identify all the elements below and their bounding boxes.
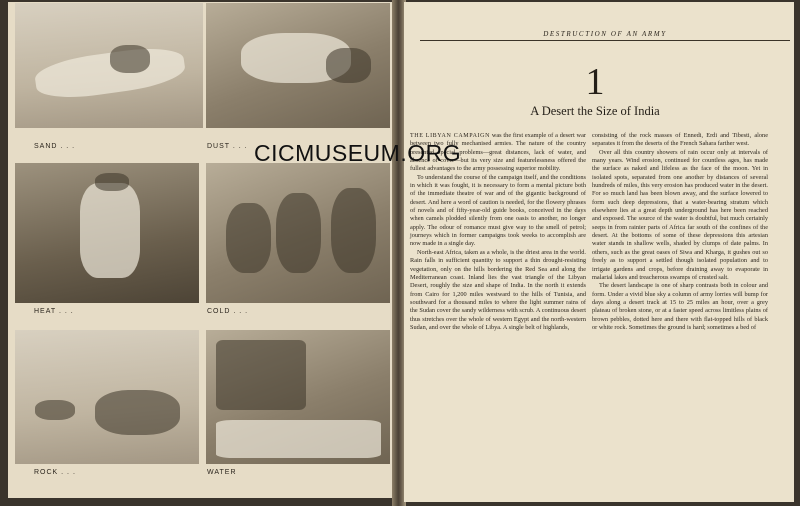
paragraph-text: was the first example of a desert war between two fully mechanised armies. The nature of the country presented special problems—great distances, lack of water, and absence of cover—but its very size and featurelessness offered the fullest advantages to the army possessing superior mobility. [410, 132, 586, 173]
paragraph: North-east Africa, taken as a whole, is the driest area in the world. Rain falls in sufficient quantity to support a thin drought-resisting vegetation, only on the hills bordering the Red Sea and along the Mediterranean coast. Inland lies the vast triangle of the Libyan Desert, roughly the size and shape of India. In the north it extends from Cairo for 1,200 miles westward to the hills of Tunisia, and southward for a thousand miles to where the light summer rains of the Sudan cover the sandy wilderness with scrub. A continuous desert thus stretches over the whole of western Egypt and the north-western Sudan, and over the whole of Libya. A single belt of highlands, [410, 248, 586, 331]
photo-heat [15, 163, 199, 303]
text-column-2 [592, 132, 768, 332]
photo-water [206, 330, 390, 464]
paragraph: Over all this country showers of rain occur only at intervals of many years. Wind erosion, continued for countless ages, has made the surface as naked and lifeless as the face of the moon. Yet in isolated spots, separated from one another by distances of several hundreds of miles, this very erosion has produced water in the desert. For so much land has been blown away, and the surface lowered to form such deep depressions, that a water-bearing stratum which elsewhere lies at a great depth underground has here been reached and exposed. The source of the water is doubtful, but much certainly seeps in from rainier parts of Africa far south of the confines of the desert. At the bottoms of some of these depressions this artesian water stands in shallow wells, shaded by clumps of date palms. In others, such as the great oases of Siwa and Kharga, it gushes out so freely as to support a settled though isolated population and to irrigate gardens and crops, before draining away to evaporate in malarial lakes and treacherous swamps of crusted salt. [592, 148, 768, 281]
photo-cold [206, 163, 390, 303]
running-head: DESTRUCTION OF AN ARMY [543, 30, 667, 38]
caption-rock: ROCK . . . [34, 469, 76, 476]
photo-rock [15, 330, 199, 464]
header-rule [420, 40, 790, 41]
caption-dust: DUST . . . [207, 143, 248, 150]
chapter-title: A Desert the Size of India [530, 104, 660, 118]
chapter-number: 1 [585, 61, 605, 103]
paragraph: The desert landscape is one of sharp contrasts both in colour and form. Under a vivid blue sky a column of army lorries will bump for days along a desert track at 15 to 25 miles an hour, over a grey plateau of broken stone, or at a faster speed across limitless plains of brown pebbles, dotted here and there with flat-topped hills of black or white rock. Sometimes the ground is hard; sometimes a bed of [592, 282, 768, 331]
paragraph: To understand the course of the campaign itself, and the conditions in which it was fought, it is necessary to form a mental picture both of the immediate theatre of war and of the gigantic background of desert. And here a word of caution is needed, for the flowery phrases of novels and of fifty-year-old guide books, conceived in the days when camels plodded silently from one oasis to another, no longer apply. The odour of romance must give way to the smell of petrol; journeys which in former campaigns took weeks to accomplish are now made in a single day. [410, 173, 586, 248]
caption-heat: HEAT . . . [34, 308, 74, 315]
photo-dust [206, 3, 390, 128]
watermark: CICMUSEUM.ORG [254, 140, 462, 166]
photo-sand [15, 3, 203, 128]
caption-water: WATER [207, 469, 237, 476]
caption-sand: SAND . . . [34, 143, 76, 150]
lead-caps: THE LIBYAN CAMPAIGN [410, 133, 490, 139]
paragraph: consisting of the rock masses of Ennedi, Erdi and Tibesti, alone separates it from the deserts of the French Sahara farther west. [592, 132, 768, 148]
caption-cold: COLD . . . [207, 308, 249, 315]
